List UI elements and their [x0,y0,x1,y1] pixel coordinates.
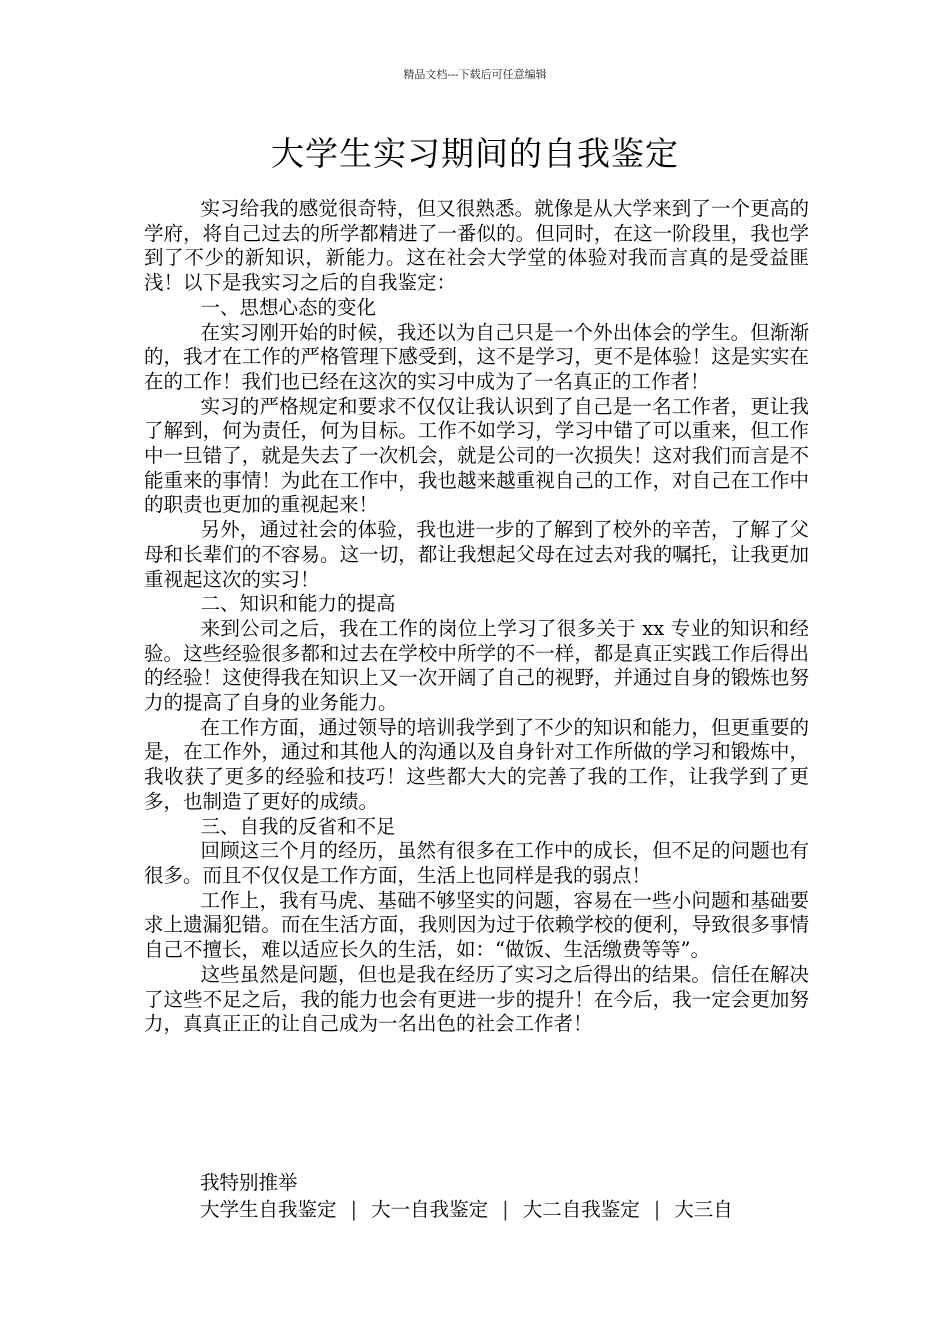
recommend-links [200,1196,820,1223]
link-separator: | [350,1198,358,1221]
link-separator: | [502,1198,509,1221]
recommend-section [200,1169,820,1223]
recommend-link-college[interactable]: 大学生自我鉴定 [200,1198,337,1221]
document-body [144,197,809,1037]
paragraph: 回顾这三个月的经历，虽然有很多在工作中的成长，但不足的问题也有很多。而且不仅仅是工作方面，生活上也同样是我的弱点！ [144,839,809,887]
section-heading-1: 一、思想心态的变化 [200,295,377,319]
recommend-link-junior[interactable]: 大三自 [674,1198,733,1221]
paragraph: 在工作方面，通过领导的培训我学到了不少的知识和能力，但更重要的是，在工作外，通过和其他人的沟通以及自身针对工作所做的学习和锻炼中，我收获了更多的经验和技巧！这些都大大的完善了我的工作，让我学到了更多，也制造了更好的成绩。 [144,715,809,813]
paragraph: 另外，通过社会的体验，我也进一步的了解到了校外的辛苦，了解了父母和长辈们的不容易。这一切，都让我想起父母在过去对我的嘱托，让我更加重视起这次的实习！ [144,518,809,591]
paragraph: 来到公司之后，我在工作的岗位上学习了很多关于 xx 专业的知识和经验。这些经验很多都和过去在学校中所学的不一样，都是真正实践工作后得出的经验！这使得我在知识上又一次开阔了自己的视野，并通过自身的锻炼也努力的提高了自身的业务能力。 [144,616,809,715]
section-heading-3: 三、自我的反省和不足 [200,814,396,838]
document-title: 大学生实习期间的自我鉴定 [271,134,679,173]
paragraph: 工作上，我有马虎、基础不够坚实的问题，容易在一些小问题和基础要求上遗漏犯错。而在生活方面，我则因为过于依赖学校的便利，导致很多事情自己不擅长，难以适应长久的生活，如：“做饭、生活缴费等等”。 [144,888,809,962]
paragraph: 在实习刚开始的时候，我还以为自己只是一个外出体会的学生。但渐渐的，我才在工作的严格管理下感受到，这不是学习，更不是体验！这是实实在在的工作！我们也已经在这次的实习中成为了一名真正的工作者！ [144,320,809,393]
page-header: 精品文档---下载后可任意编辑 [403,68,547,81]
paragraph: 实习的严格规定和要求不仅仅让我认识到了自己是一名工作者，更让我了解到，何为责任，何为目标。工作不如学习，学习中错了可以重来，但工作中一旦错了，就是失去了一次机会，就是公司的一次损失！这对我们而言是不能重来的事情！为此在工作中，我也越来越重视自己的工作，对自己在工作中的职责也更加的重视起来！ [144,394,809,517]
section-heading-2: 二、知识和能力的提高 [200,592,396,616]
paragraph-intro: 实习给我的感觉很奇特，但又很熟悉。就像是从大学来到了一个更高的学府，将自己过去的所学都精进了一番似的。但同时，在这一阶段里，我也学到了不少的新知识，新能力。这在社会大学堂的体验对我而言真的是受益匪浅！以下是我实习之后的自我鉴定： [144,197,809,295]
recommend-link-sophomore[interactable]: 大二自我鉴定 [522,1198,640,1221]
recommend-link-freshman[interactable]: 大一自我鉴定 [371,1198,489,1221]
link-separator: | [653,1198,661,1221]
recommend-label: 我特别推举 [200,1171,298,1194]
paragraph-conclusion: 这些虽然是问题，但也是我在经历了实习之后得出的结果。信任在解决了这些不足之后，我的能力也会有更进一步的提升！在今后，我一定会更加努力，真真正正的让自己成为一名出色的社会工作者！ [144,962,809,1036]
